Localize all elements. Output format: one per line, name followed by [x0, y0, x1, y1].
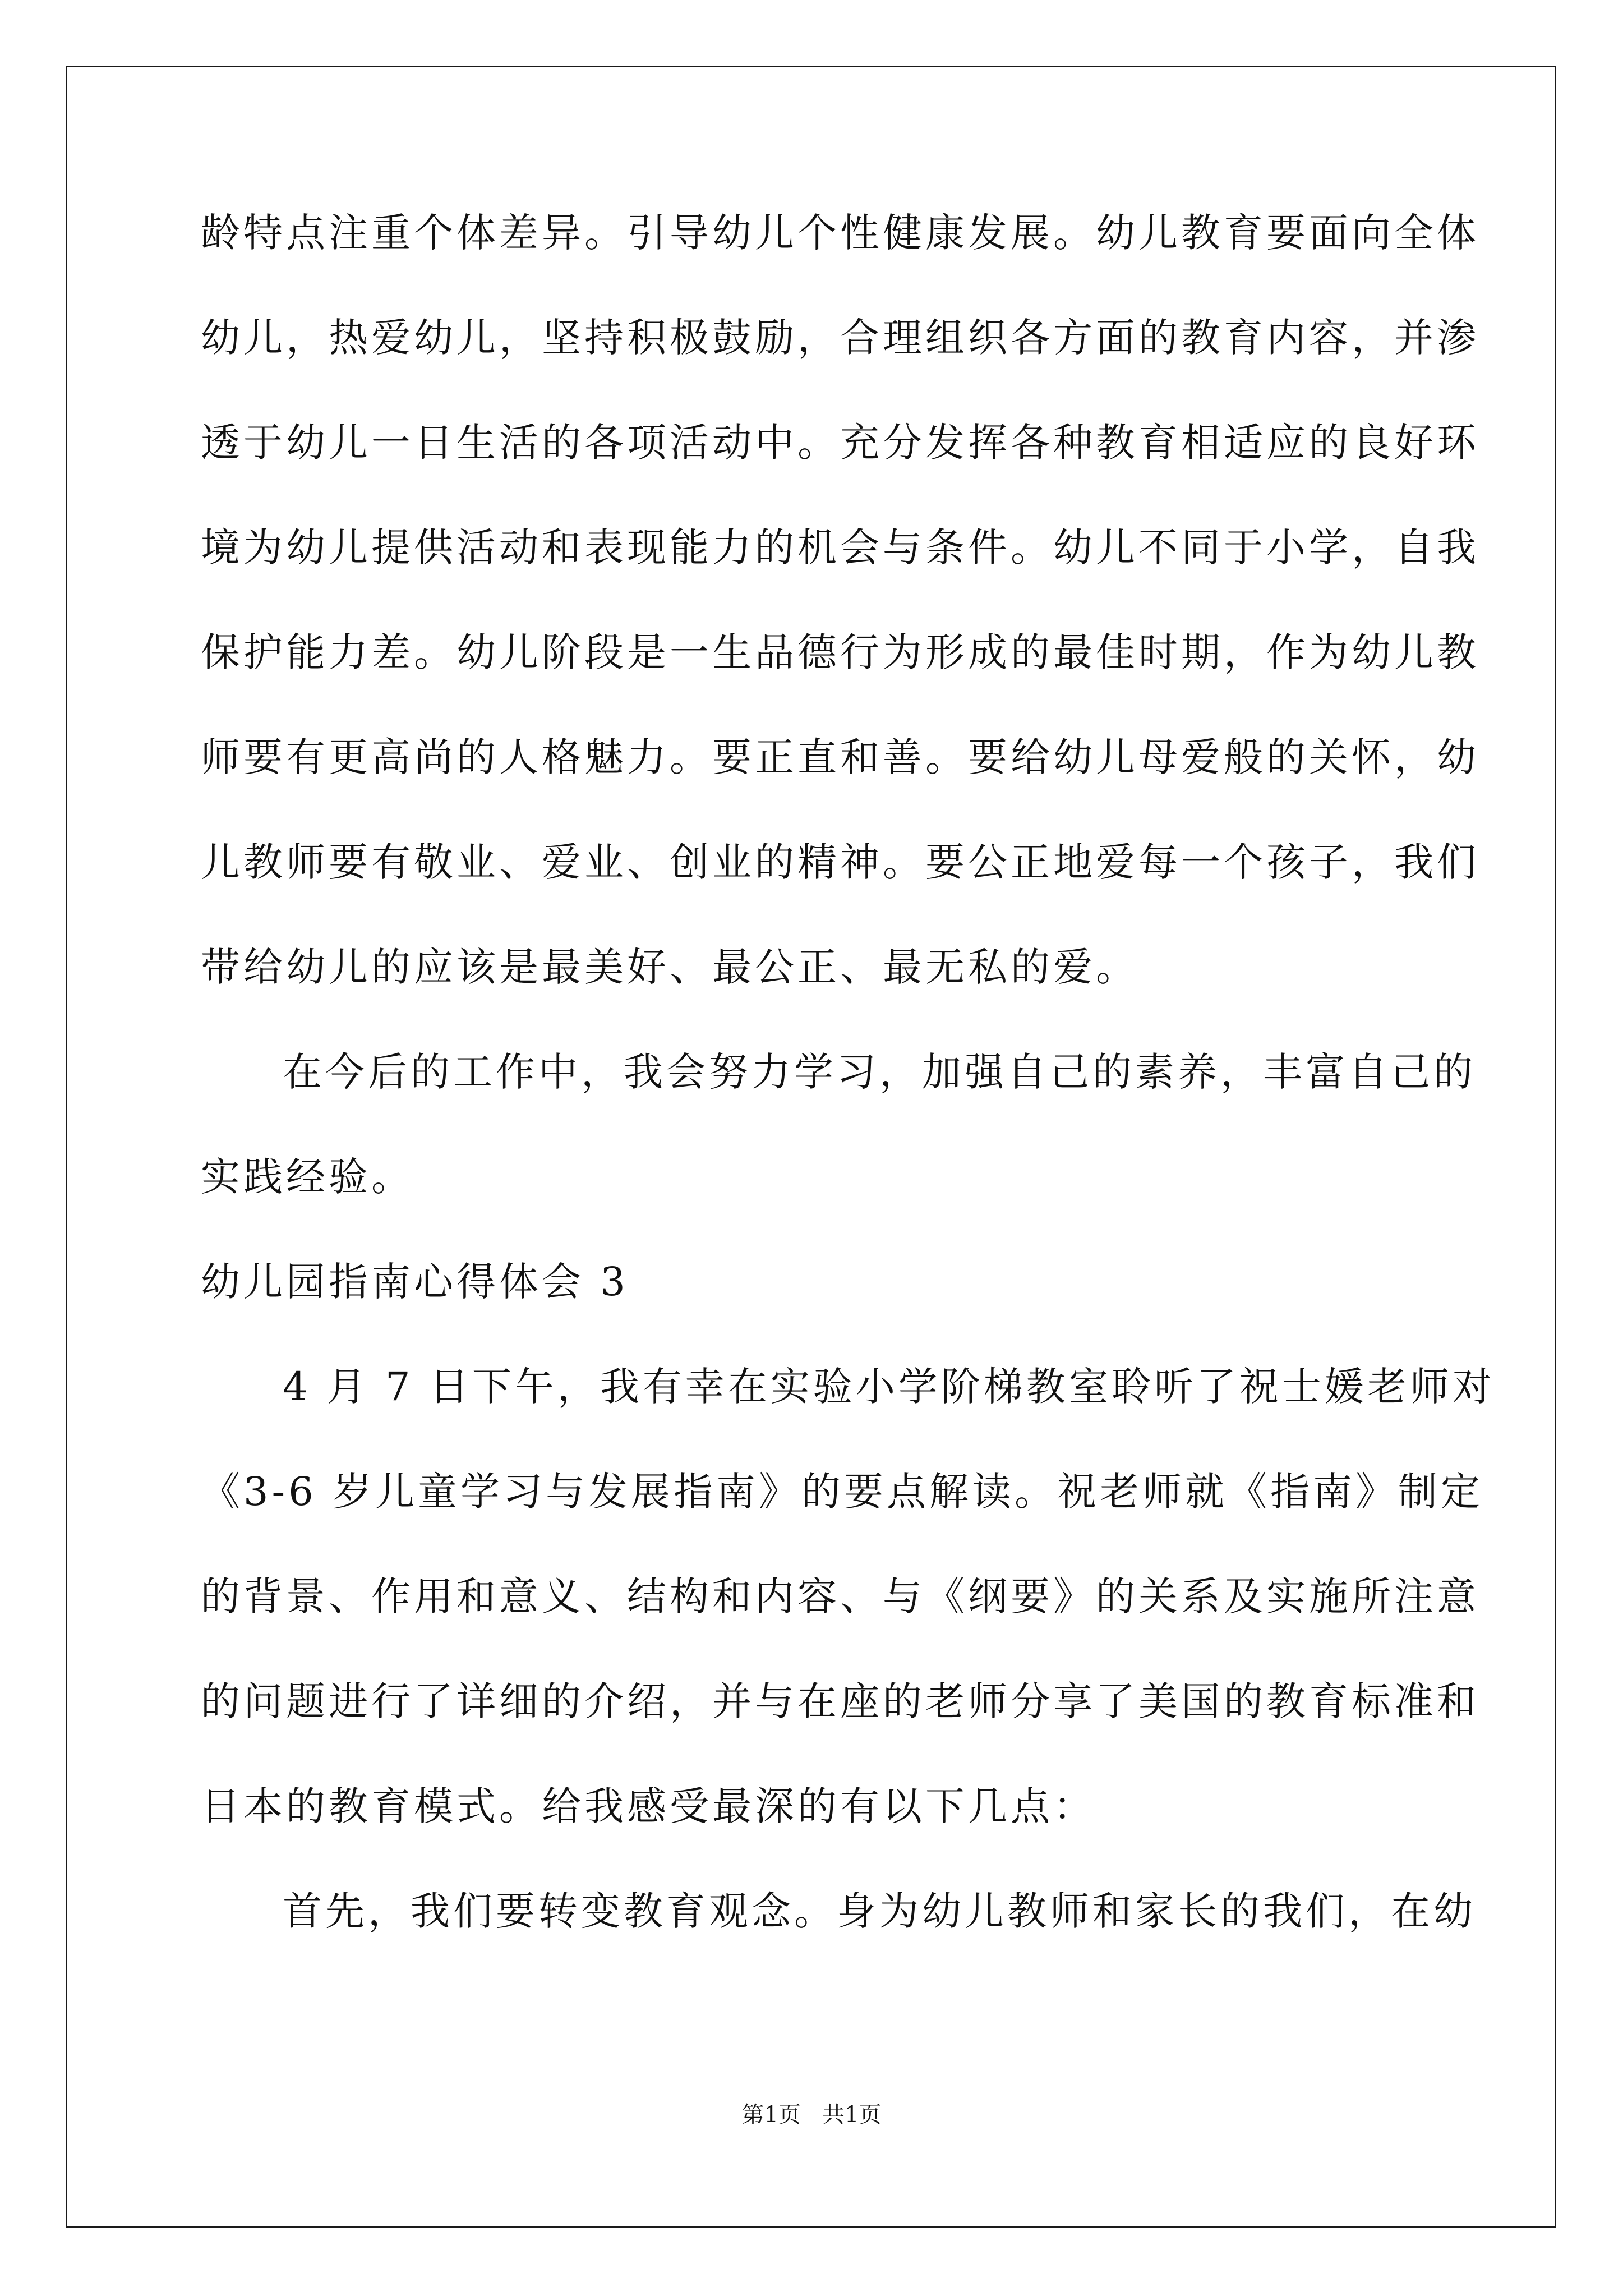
text-line: 带给幼儿的应该是最美好、最公正、最无私的爱。 — [201, 944, 1138, 990]
section-heading: 幼儿园指南心得体会 3 — [201, 1259, 629, 1305]
text-line: 实践经验。 — [201, 1154, 414, 1200]
text-line: 师要有更高尚的人格魅力。要正直和善。要给幼儿母爱般的关怀，幼 — [201, 734, 1479, 780]
text-line: 透于幼儿一日生活的各项活动中。充分发挥各种教育相适应的良好环 — [201, 420, 1479, 466]
text-line: 儿教师要有敬业、爱业、创业的精神。要公正地爱每一个孩子，我们 — [201, 839, 1479, 885]
text-line: 《3-6 岁儿童学习与发展指南》的要点解读。祝老师就《指南》制定 — [201, 1469, 1483, 1515]
text-line: 龄特点注重个体差异。引导幼儿个性健康发展。幼儿教育要面向全体 — [201, 210, 1479, 256]
text-line: 保护能力差。幼儿阶段是一生品德行为形成的最佳时期，作为幼儿教 — [201, 629, 1479, 675]
text-line: 首先，我们要转变教育观念。身为幼儿教师和家长的我们，在幼 — [283, 1888, 1476, 1934]
text-line: 的问题进行了详细的介绍，并与在座的老师分享了美国的教育标准和 — [201, 1678, 1479, 1724]
page-footer: 第1页 共1页 — [741, 2102, 882, 2128]
text-line: 境为幼儿提供活动和表现能力的机会与条件。幼儿不同于小学，自我 — [201, 524, 1479, 570]
text-line: 日本的教育模式。给我感受最深的有以下几点： — [201, 1783, 1096, 1829]
text-line: 4 月 7 日下午，我有幸在实验小学阶梯教室聆听了祝士媛老师对 — [283, 1364, 1495, 1410]
text-line: 在今后的工作中，我会努力学习，加强自己的素养，丰富自己的 — [283, 1049, 1476, 1095]
text-line: 的背景、作用和意义、结构和内容、与《纲要》的关系及实施所注意 — [201, 1573, 1479, 1619]
text-line: 幼儿，热爱幼儿，坚持积极鼓励，合理组织各方面的教育内容，并渗 — [201, 315, 1479, 361]
